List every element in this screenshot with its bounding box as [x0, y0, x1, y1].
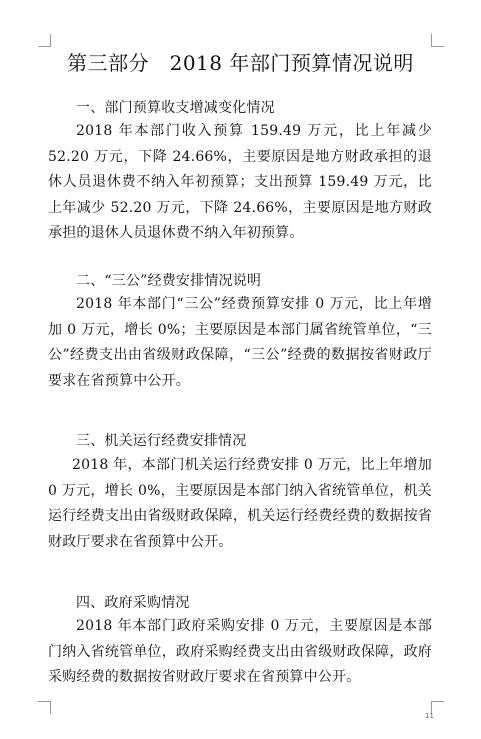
margin-mark-top-right — [431, 34, 444, 47]
section-body-procurement: 2018 年本部门政府采购安排 0 万元，主要原因是本部门纳入省统管单位，政府采购经费支出由省级财政保障，政府采购经费的数据按省财政厅要求在省预算中公开。 — [48, 618, 432, 685]
margin-mark-top-left — [38, 34, 51, 47]
section-body-three-public: 2018 年本部门“三公”经费预算安排 0 万元，比上年增加 0 万元，增长 0%；主要原因是本部门属省统管单位，“三公”经费支出由省级财政保障，“三公”经费的数据按省财政厅要求在省预算中公开。 — [48, 296, 432, 389]
page-number: 11 — [425, 712, 434, 720]
margin-mark-bottom-left — [38, 701, 51, 714]
section-heading-procurement: 四、政府采购情况 — [76, 595, 190, 611]
section-heading-operating-funds: 三、机关运行经费安排情况 — [76, 433, 247, 449]
section-heading-budget-changes: 一、部门预算收支增减变化情况 — [76, 100, 275, 116]
section-body-budget-changes: 2018 年本部门收入预算 159.49 万元，比上年减少 52.20 万元，下降 24.66%，主要原因是地方财政承担的退休人员退休费不纳入年初预算；支出预算 159.49 万元，比上年减少 52.20 万元，下降 24.66%，主要原因是地方财政承担的退休人员退休费不纳入年初预算。 — [48, 123, 432, 241]
section-heading-three-public: 二、“三公”经费安排情况说明 — [76, 273, 262, 289]
page-title: 第三部分 2018 年部门预算情况说明 — [67, 51, 414, 75]
section-body-operating-funds: 2018 年，本部门机关运行经费安排 0 万元，比上年增加 0 万元，增长 0%，主要原因是本部门纳入省统管单位，机关运行经费支出由省级财政保障，机关运行经费经费的数据按省财政厅要求在省预算中公开。 — [48, 457, 432, 550]
